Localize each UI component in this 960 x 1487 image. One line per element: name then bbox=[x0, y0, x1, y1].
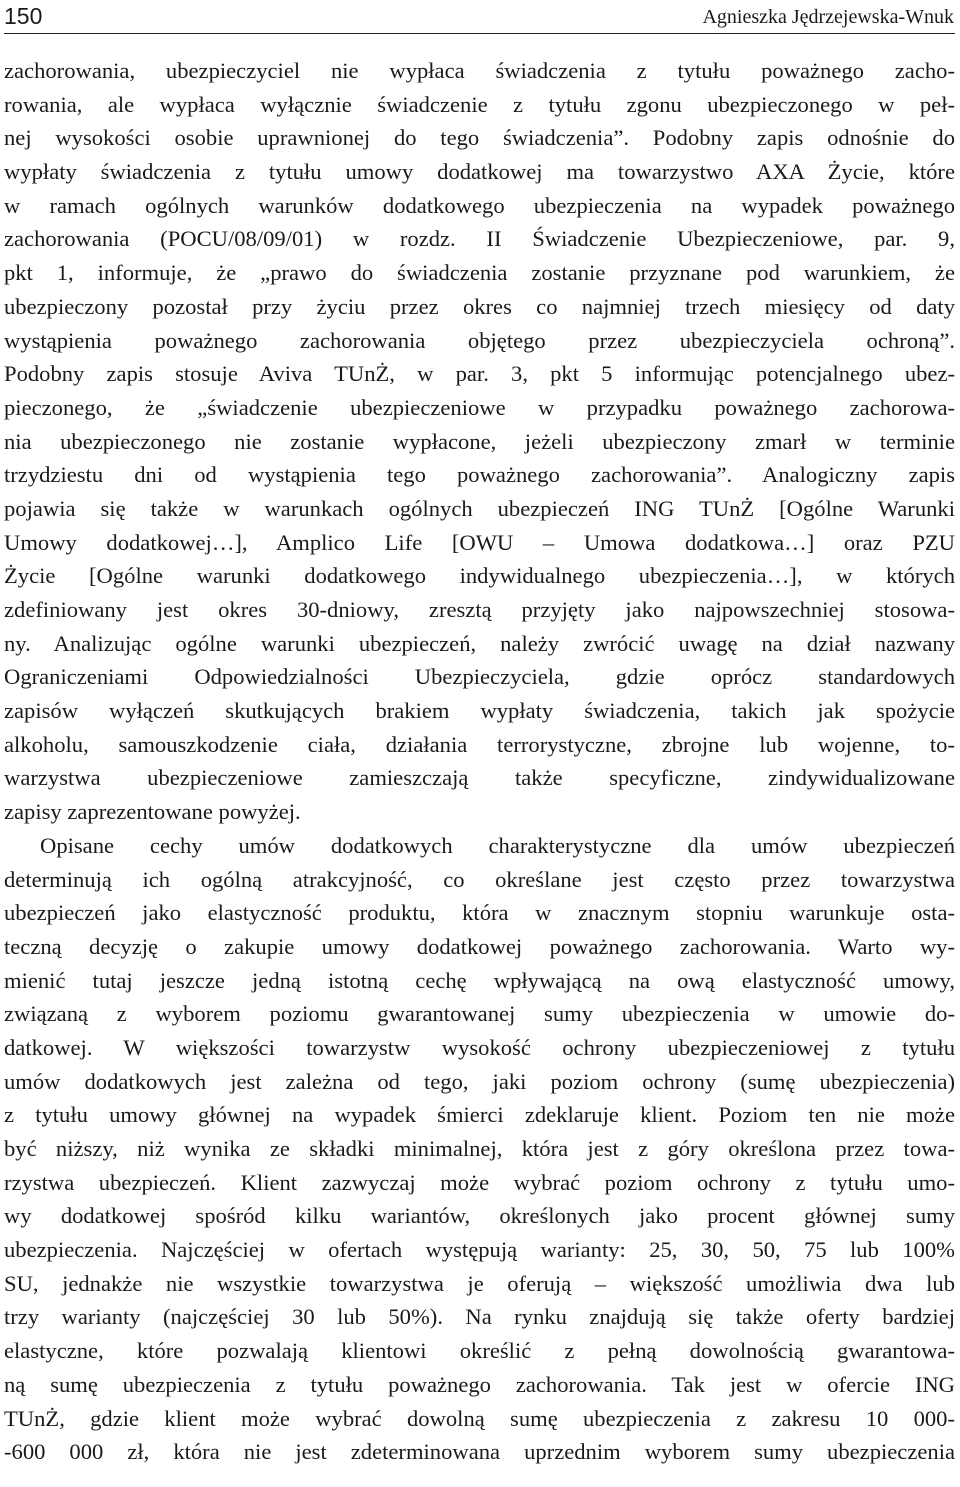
text-line: być niższy, niż wynika ze składki minimalnej, która jest z góry określona przez towa- bbox=[4, 1136, 955, 1161]
text-line: związaną z wyborem poziomu gwarantowanej sumy ubezpieczenia w umowie do- bbox=[4, 1001, 955, 1027]
text-line: ubezpieczenia. Najczęściej w ofertach występują warianty: 25, 30, 50, 75 lub 100% bbox=[4, 1237, 955, 1263]
running-head-author: Agnieszka Jędrzejewska-Wnuk bbox=[702, 6, 954, 28]
text-line: Podobny zapis stosuje Aviva TUnŻ, w par. 3, pkt 5 informując potencjalnego ubez- bbox=[4, 361, 955, 387]
text-line: ubezpieczony pozostał przy życiu przez okres co najmniej trzech miesięcy od daty bbox=[4, 293, 955, 319]
text-line: wypłaty świadczenia z tytułu umowy dodatkowej ma towarzystwo AXA Życie, które bbox=[4, 159, 955, 185]
text-line: wy dodatkowej spośród kilku wariantów, określonych jako procent głównej sumy bbox=[4, 1203, 955, 1229]
text-line: zachorowania, ubezpieczyciel nie wypłaca świadczenia z tytułu poważnego zacho- bbox=[4, 58, 955, 83]
text-line: ubezpieczeń jako elastyczność produktu, która w znacznym stopniu warunkuje osta- bbox=[4, 900, 955, 926]
text-line: z tytułu umowy głównej na wypadek śmierci zdeklaruje klient. Poziom ten nie może bbox=[4, 1102, 955, 1128]
text-line: elastyczne, które pozwalają klientowi określić z pełną dowolnością gwarantowa- bbox=[4, 1338, 955, 1364]
text-line: determinują ich ogólną atrakcyjność, co określane jest często przez towarzystwa bbox=[4, 866, 955, 892]
text-line: -600 000 zł, która nie jest zdeterminowana uprzednim wyborem sumy ubezpieczenia bbox=[4, 1439, 955, 1465]
paragraph-1 bbox=[4, 54, 955, 829]
text-line: datkowej. W większości towarzystw wysokość ochrony ubezpieczeniowej z tytułu bbox=[4, 1034, 955, 1060]
page-header bbox=[4, 0, 955, 34]
text-line: TUnŻ, gdzie klient może wybrać dowolną sumę ubezpieczenia z zakresu 10 000- bbox=[4, 1405, 955, 1431]
text-line: Opisane cechy umów dodatkowych charakterystyczne dla umów ubezpieczeń bbox=[40, 832, 955, 858]
text-line: trzydziestu dni od wystąpienia tego poważnego zachorowania”. Analogiczny zapis bbox=[4, 462, 955, 488]
text-line: zapisy zaprezentowane powyżej. bbox=[4, 799, 301, 825]
text-line: warzystwa ubezpieczeniowe zamieszczają także specyficzne, zindywidualizowane bbox=[4, 765, 955, 791]
paragraph-2 bbox=[4, 829, 955, 1469]
text-line: pojawia się także w warunkach ogólnych ubezpieczeń ING TUnŻ [Ogólne Warunki bbox=[4, 495, 955, 521]
text-line: zdefiniowany jest okres 30-dniowy, zresztą przyjęty jako najpowszechniej stosowa- bbox=[4, 597, 955, 622]
document-page bbox=[4, 0, 955, 1469]
text-line: mienić tutaj jeszcze jedną istotną cechę wpływającą na ową elastyczność umowy, bbox=[4, 967, 955, 993]
text-line: nej wysokości osobie uprawnionej do tego świadczenia”. Podobny zapis odnośnie do bbox=[4, 125, 955, 151]
text-line: Ograniczeniami Odpowiedzialności Ubezpieczyciela, gdzie oprócz standardowych bbox=[4, 664, 955, 690]
text-line: SU, jednakże nie wszystkie towarzystwa je oferują – większość umożliwia dwa lub bbox=[4, 1270, 955, 1296]
text-line: zachorowania (POCU/08/09/01) w rozdz. II Świadczenie Ubezpieczeniowe, par. 9, bbox=[4, 226, 955, 252]
text-line: alkoholu, samouszkodzenie ciała, działania terrorystyczne, zbrojne lub wojenne, to- bbox=[4, 731, 955, 757]
text-line: ny. Analizując ogólne warunki ubezpieczeń, należy zwrócić uwagę na dział nazwany bbox=[4, 630, 955, 656]
text-line: pieczonego, że „świadczenie ubezpieczeniowe w przypadku poważnego zachorowa- bbox=[4, 394, 955, 420]
page-number: 150 bbox=[4, 3, 43, 29]
text-line: trzy warianty (najczęściej 30 lub 50%). Na rynku znajdują się także oferty bardziej bbox=[4, 1304, 955, 1330]
text-line: rzystwa ubezpieczeń. Klient zazwyczaj może wybrać poziom ochrony z tytułu umo- bbox=[4, 1169, 955, 1195]
text-line: rowania, ale wypłaca wyłącznie świadczenie z tytułu zgonu ubezpieczonego w peł- bbox=[4, 91, 955, 117]
text-line: pkt 1, informuje, że „prawo do świadczenia zostanie przyznane pod warunkiem, że bbox=[4, 260, 955, 286]
text-line: wystąpienia poważnego zachorowania objętego przez ubezpieczyciela ochroną”. bbox=[4, 327, 955, 353]
text-line: zapisów wyłączeń skutkujących brakiem wypłaty świadczenia, takich jak spożycie bbox=[4, 698, 955, 724]
text-line: ną sumę ubezpieczenia z tytułu poważnego zachorowania. Tak jest w ofercie ING bbox=[4, 1371, 955, 1397]
text-line: teczną decyzję o zakupie umowy dodatkowej poważnego zachorowania. Warto wy- bbox=[4, 933, 955, 959]
text-line: w ramach ogólnych warunków dodatkowego ubezpieczenia na wypadek poważnego bbox=[4, 192, 955, 218]
text-line: Umowy dodatkowej…], Amplico Life [OWU – Umowa dodatkowa…] oraz PZU bbox=[4, 529, 955, 555]
body-text bbox=[4, 54, 955, 1469]
text-line: umów dodatkowych jest zależna od tego, jaki poziom ochrony (sumę ubezpieczenia) bbox=[4, 1068, 955, 1094]
text-line: nia ubezpieczonego nie zostanie wypłacone, jeżeli ubezpieczony zmarł w terminie bbox=[4, 428, 955, 454]
text-line: Życie [Ogólne warunki dodatkowego indywidualnego ubezpieczenia…], w których bbox=[4, 563, 955, 589]
